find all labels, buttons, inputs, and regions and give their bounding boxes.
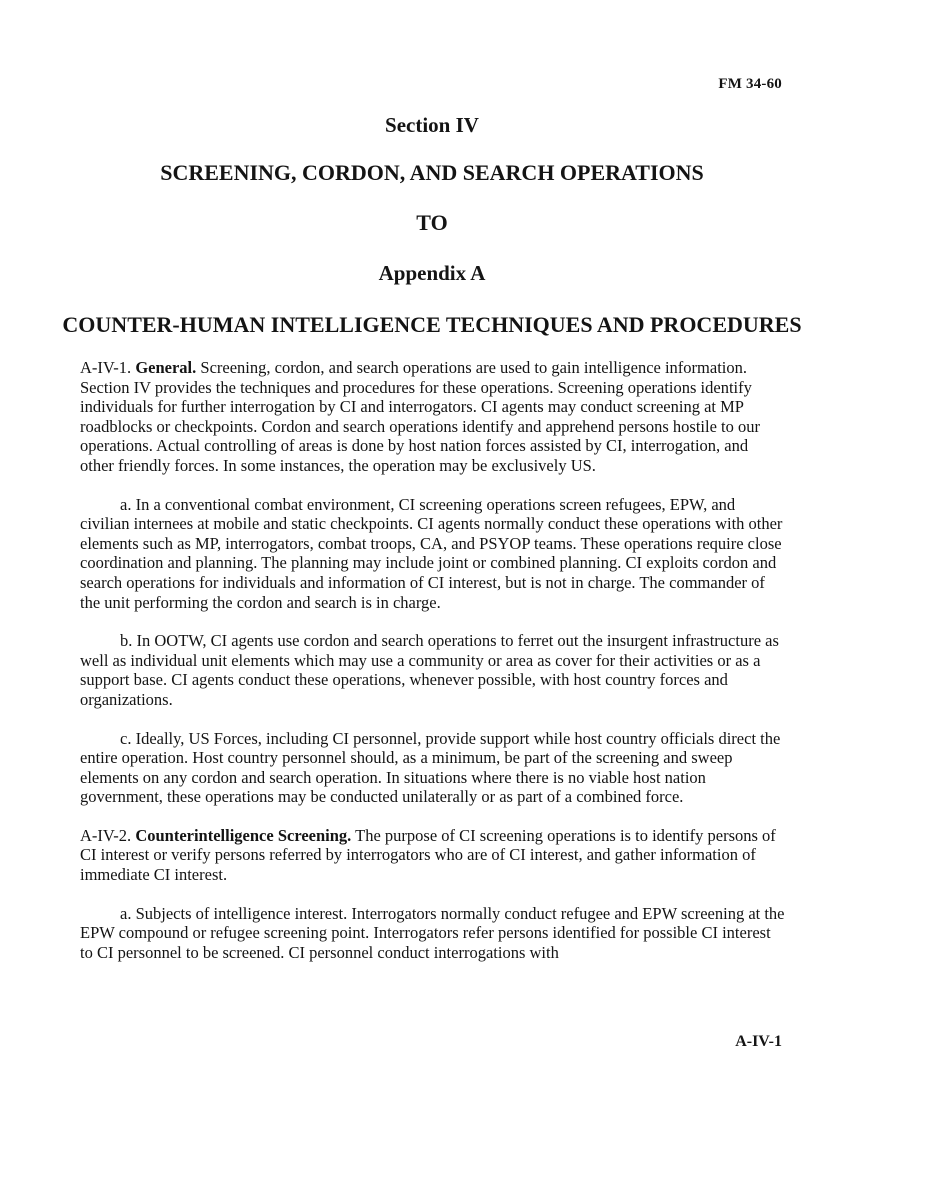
- paragraph-number: A-IV-1.: [80, 358, 136, 377]
- page-number: A-IV-1: [735, 1033, 782, 1050]
- appendix-label: Appendix A: [378, 261, 486, 285]
- to-label: TO: [416, 210, 448, 235]
- body-text: [80, 358, 785, 981]
- document-id: FM 34-60: [718, 76, 782, 92]
- paragraph-text: The purpose of CI screening operations is to identify persons of CI interest or verify persons referred by interrogators who are of CI interest, and gather information of immediate CI interest.: [80, 825, 776, 885]
- paragraph-a-iv-2: [80, 826, 785, 885]
- paragraph-number: A-IV-2.: [80, 825, 136, 845]
- appendix-title: COUNTER-HUMAN INTELLIGENCE TECHNIQUES AND PROCEDURES: [62, 312, 802, 337]
- paragraph-text: Screening, cordon, and search operations are used to gain intelligence information. Section IV provides the techniques and procedures for these operations. Screening operations identify individuals for further interrogation by CI and interrogators. CI agents may conduct screening at MP roadblocks or checkpoints. Cordon and search operations identify and apprehend persons hostile to our operations. Actual controlling of areas is done by host nation forces assisted by CI, interrogation, and other friendly forces. In some instances, the operation may be exclusively US.: [80, 358, 760, 475]
- paragraph-heading: General.: [135, 358, 197, 377]
- section-heading: SCREENING, CORDON, AND SEARCH OPERATIONS: [160, 160, 704, 185]
- paragraph-2a: a. Subjects of intelligence interest. Interrogators normally conduct refugee and EPW screening at the EPW compound or refugee screening point. Interrogators refer persons identified for possible CI interest to CI personnel to be screened. CI personnel conduct interrogations with: [80, 903, 785, 962]
- section-title: Section IV: [385, 113, 479, 137]
- paragraph-heading: Counterintelligence Screening.: [135, 825, 352, 845]
- paragraph-a: a. In a conventional combat environment, CI screening operations screen refugees, EPW, and civilian internees at mobile and static checkpoints. CI agents normally conduct these operations with other elements such as MP, interrogators, combat troops, CA, and PSYOP teams. These operations require close coordination and planning. The planning may include joint or combined planning. CI exploits cordon and search operations for individuals and information of CI interest, but is not in charge. The commander of the unit performing the cordon and search is in charge.: [80, 494, 783, 612]
- paragraph-c: c. Ideally, US Forces, including CI personnel, provide support while host country officials direct the entire operation. Host country personnel should, as a minimum, be part of the screening and sweep elements on any cordon and search operation. In situations where there is no viable host nation government, these operations may be conducted unilaterally or as part of a combined force.: [80, 728, 781, 807]
- paragraph-b: b. In OOTW, CI agents use cordon and search operations to ferret out the insurgent infrastructure as well as individual unit elements which may use a community or area as cover for their activities or as a support base. CI agents conduct these operations, whenever possible, with host country forces and organizations.: [80, 631, 779, 709]
- paragraph-a-iv-1: [80, 358, 785, 476]
